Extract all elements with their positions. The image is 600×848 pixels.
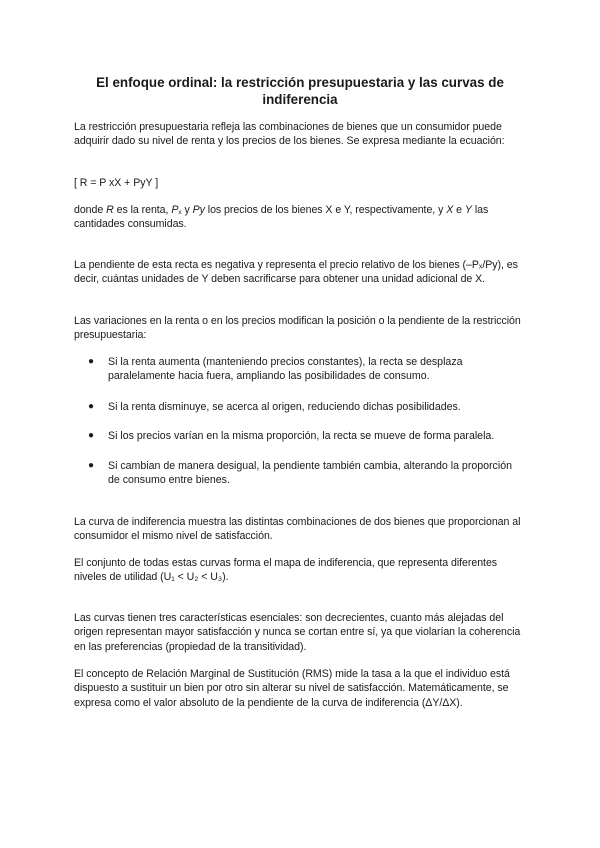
- paragraph-variables: donde R es la renta, $P_x$ y Py los precios de los bienes X e Y, respectivamente, y X e Y las cantidades consumidas.: [74, 204, 489, 231]
- paragraph-indifference-map: El conjunto de todas estas curvas forma el mapa de indiferencia, que representa diferentes niveles de utilidad (U₁ < U₂ < U₃).: [74, 557, 498, 584]
- paragraph-budget-constraint: La restricción presupuestaria refleja las combinaciones de bienes que un consumidor puede adquirir dado su nivel de renta y los precios de los bienes. Se expresa mediante la ecuación:: [74, 121, 505, 148]
- paragraph-indifference-curve: La curva de indiferencia muestra las distintas combinaciones de dos bienes que proporcionan al consumidor el mismo nivel de satisfacción.: [74, 516, 521, 543]
- paragraph-variations: Las variaciones en la renta o en los precios modifican la posición o la pendiente de la restricción presupuestaria:: [74, 315, 521, 342]
- variations-list: [74, 355, 524, 502]
- bullet-icon: ●: [88, 430, 95, 442]
- paragraph-characteristics: Las curvas tienen tres características esenciales: son decrecientes, cuanto más alejadas del origen representan mayor satisfacción y nunca se cortan entre sí, ya que violarían la coherencia en las preferencias (propiedad de la transitividad).: [74, 612, 521, 653]
- list-item: ● Si los precios varían en la misma proporción, la recta se mueve de forma paralela.: [88, 430, 495, 443]
- budget-equation: [ R = P xX + PyY ]: [74, 177, 159, 189]
- list-item: ● Si la renta aumenta (manteniendo precios constantes), la recta se desplaza paralelamente hacia fuera, ampliando las posibilidades de consumo.: [88, 356, 463, 383]
- document-title: El enfoque ordinal: la restricción presupuestaria y las curvas de indiferencia: [96, 75, 504, 107]
- bullet-icon: ●: [88, 459, 95, 471]
- paragraph-rms: El concepto de Relación Marginal de Sustitución (RMS) mide la tasa a la que el individuo está dispuesto a sustituir un bien por otro sin alterar su nivel de satisfacción. Matemáticamente, se expresa como el valor absoluto de la pendiente de la curva de indiferencia (ΔY/ΔX).: [74, 668, 510, 709]
- list-item: ● Si la renta disminuye, se acerca al origen, reduciendo dichas posibilidades.: [88, 400, 461, 413]
- bullet-icon: ●: [88, 356, 95, 367]
- list-item: ● Si cambian de manera desigual, la pendiente también cambia, alterando la proporción de consumo entre bienes.: [88, 459, 512, 487]
- bullet-icon: ●: [88, 400, 95, 412]
- paragraph-slope: La pendiente de esta recta es negativa y representa el precio relativo de los bienes (–Pₓ/Py), es decir, cuántas unidades de Y deben sacrificarse para obtener una unidad adicional de X.: [74, 259, 518, 286]
